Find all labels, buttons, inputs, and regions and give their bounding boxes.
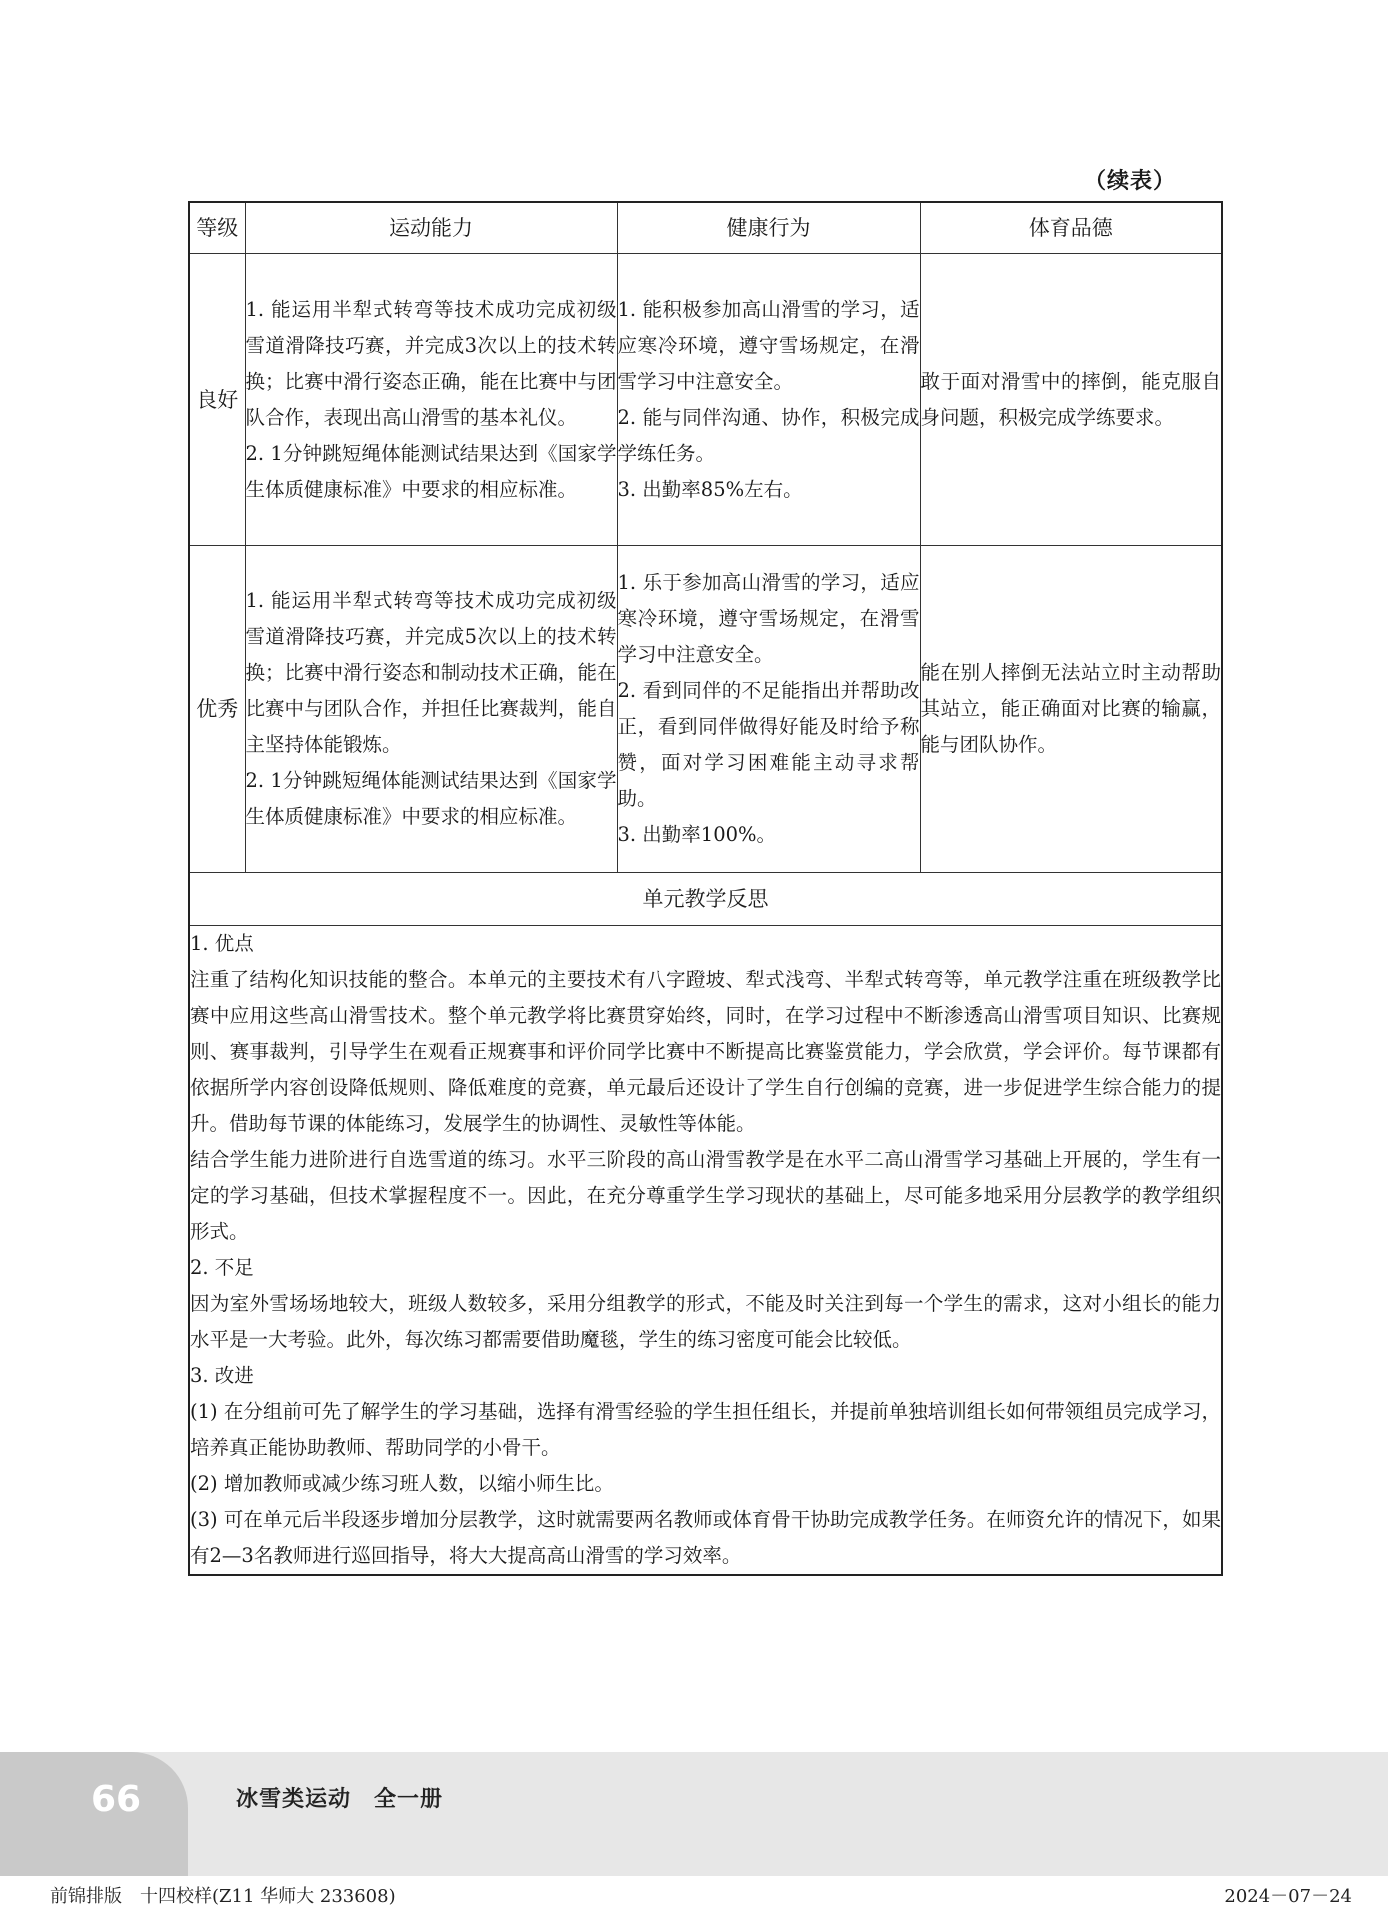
list-item: 敢于面对滑雪中的摔倒，能克服自身问题，积极完成学练要求。 xyxy=(920,369,1221,429)
health-cell xyxy=(617,546,920,873)
reflection-paragraph: 结合学生能力进阶进行自选雪道的练习。水平三阶段的高山滑雪教学是在水平二高山滑雪学习基础上开展的，学生有一定的学习基础，但技术掌握程度不一。因此，在充分尊重学生学习现状的基础上，尽可能多地采用分层教学的教学组织形式。 xyxy=(190,1148,1221,1243)
reflection-body-row xyxy=(189,926,1222,1576)
reflection-paragraph: (1) 在分组前可先了解学生的学习基础，选择有滑雪经验的学生担任组长，并提前单独培训组长如何带领组员完成学习，培养真正能协助教师、帮助同学的小骨干。 xyxy=(190,1400,1221,1459)
reflection-title: 单元教学反思 xyxy=(189,873,1222,926)
header-level: 等级 xyxy=(189,202,245,254)
list-item: 1. 乐于参加高山滑雪的学习，适应寒冷环境，遵守雪场规定，在滑雪学习中注意安全。 xyxy=(617,571,920,666)
list-item: 1. 能运用半犁式转弯等技术成功完成初级雪道滑降技巧赛，并完成3次以上的技术转换；比赛中滑行姿态正确，能在比赛中与团队合作，表现出高山滑雪的基本礼仪。 xyxy=(245,297,617,429)
continued-label: （续表） xyxy=(1083,169,1176,194)
table-header-row xyxy=(189,202,1222,254)
evaluation-table xyxy=(188,201,1223,1576)
list-item: 能在别人摔倒无法站立时主动帮助其站立，能正确面对比赛的输赢，能与团队协作。 xyxy=(920,661,1221,756)
book-title: 冰雪类运动 全一册 xyxy=(236,1787,444,1812)
list-item: 2. 1分钟跳短绳体能测试结果达到《国家学生体质健康标准》中要求的相应标准。 xyxy=(245,441,617,501)
print-info: 前锦排版 十四校样(Z11 华师大 233608) xyxy=(50,1886,396,1907)
header-sports-ethics: 体育品德 xyxy=(920,202,1222,254)
motor-cell xyxy=(245,254,617,546)
reflection-paragraph: (2) 增加教师或减少练习班人数，以缩小师生比。 xyxy=(190,1472,614,1495)
table-row xyxy=(189,546,1222,873)
reflection-paragraph: 2. 不足 xyxy=(190,1256,254,1279)
reflection-body xyxy=(189,926,1222,1576)
reflection-paragraph: 1. 优点 xyxy=(190,932,254,955)
header-motor-ability: 运动能力 xyxy=(245,202,617,254)
ethics-cell xyxy=(920,546,1222,873)
reflection-header-row xyxy=(189,873,1222,926)
list-item: 2. 能与同伴沟通、协作，积极完成学练任务。 xyxy=(617,405,920,465)
reflection-paragraph: (3) 可在单元后半段逐步增加分层教学，这时就需要两名教师或体育骨干协助完成教学任务。在师资允许的情况下，如果有2—3名教师进行巡回指导，将大大提高高山滑雪的学习效率。 xyxy=(190,1508,1221,1567)
header-health-behavior: 健康行为 xyxy=(617,202,920,254)
health-cell xyxy=(617,254,920,546)
list-item: 2. 1分钟跳短绳体能测试结果达到《国家学生体质健康标准》中要求的相应标准。 xyxy=(245,769,617,828)
list-item: 3. 出勤率85%左右。 xyxy=(617,477,803,501)
page-number: 66 xyxy=(90,1779,142,1820)
ethics-cell xyxy=(920,254,1222,546)
level-cell: 良好 xyxy=(189,254,245,546)
reflection-paragraph: 因为室外雪场场地较大，班级人数较多，采用分组教学的形式，不能及时关注到每一个学生的需求，这对小组长的能力水平是一大考验。此外，每次练习都需要借助魔毯，学生的练习密度可能会比较低。 xyxy=(190,1292,1221,1351)
motor-cell xyxy=(245,546,617,873)
table-row xyxy=(189,254,1222,546)
list-item: 2. 看到同伴的不足能指出并帮助改正，看到同伴做得好能及时给予称赞，面对学习困难能主动寻求帮助。 xyxy=(617,679,920,810)
list-item: 3. 出勤率100%。 xyxy=(617,823,777,846)
list-item: 1. 能积极参加高山滑雪的学习，适应寒冷环境，遵守雪场规定，在滑雪学习中注意安全。 xyxy=(617,297,920,393)
print-date: 2024－07－24 xyxy=(1224,1886,1352,1907)
level-cell: 优秀 xyxy=(189,546,245,873)
reflection-paragraph: 3. 改进 xyxy=(190,1364,254,1387)
reflection-paragraph: 注重了结构化知识技能的整合。本单元的主要技术有八字蹬坡、犁式浅弯、半犁式转弯等，单元教学注重在班级教学比赛中应用这些高山滑雪技术。整个单元教学将比赛贯穿始终，同时，在学习过程中不断渗透高山滑雪项目知识、比赛规则、赛事裁判，引导学生在观看正规赛事和评价同学比赛中不断提高比赛鉴赏能力，学会欣赏，学会评价。每节课都有依据所学内容创设降低规则、降低难度的竞赛，单元最后还设计了学生自行创编的竞赛，进一步促进学生综合能力的提升。借助每节课的体能练习，发展学生的协调性、灵敏性等体能。 xyxy=(190,968,1221,1135)
list-item: 1. 能运用半犁式转弯等技术成功完成初级雪道滑降技巧赛，并完成5次以上的技术转换；比赛中滑行姿态和制动技术正确，能在比赛中与团队合作，并担任比赛裁判，能自主坚持体能锻炼。 xyxy=(245,589,617,756)
